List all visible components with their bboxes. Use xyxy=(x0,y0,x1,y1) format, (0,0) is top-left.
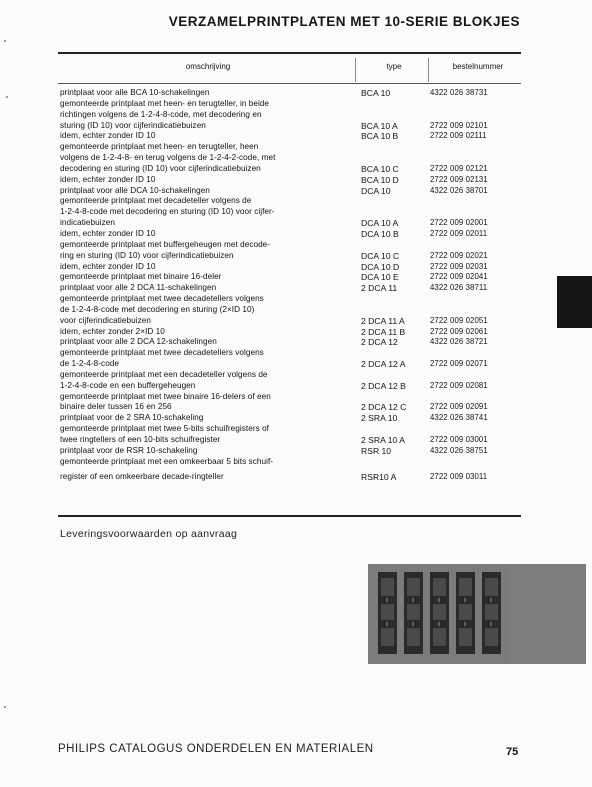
row-order-number: 2722 009 02081 xyxy=(430,380,488,390)
row-order-number: 2722 009 02121 xyxy=(430,163,488,173)
table-top-rule xyxy=(58,52,521,54)
row-description: gemonteerde printplaat met buffergeheugen met decode- xyxy=(60,239,271,249)
row-description: 1-2-4-8-code met decodering en sturing (ID 10) voor cijfer- xyxy=(60,207,275,217)
row-description: gemonteerde printplaat met decadeteller volgens de xyxy=(60,196,252,206)
row-description: gemonteerde printplaat met twee decadetellers volgens xyxy=(60,348,264,358)
table-row xyxy=(60,370,520,381)
table-row xyxy=(60,327,520,338)
row-type: RSR10 A xyxy=(361,471,397,482)
table-row xyxy=(60,262,520,273)
row-order-number: 4322 026 38721 xyxy=(430,337,488,347)
row-type: 2 DCA 11 B xyxy=(361,326,406,337)
row-description: indicatiebuizen xyxy=(60,218,115,228)
table-bottom-rule xyxy=(58,515,521,517)
table-row xyxy=(60,186,520,197)
row-description: gemonteerde printplaat met heen- en terugteller, in beide xyxy=(60,98,270,108)
row-description: idem, echter zonder ID 10 xyxy=(60,131,156,141)
row-type: 2 DCA 11 A xyxy=(361,315,405,326)
row-order-number: 2722 009 02091 xyxy=(430,402,488,412)
row-description: gemonteerde printplaat met twee decadetellers volgens xyxy=(60,294,264,304)
row-type: BCA 10 C xyxy=(361,163,399,174)
row-order-number: 2722 009 02041 xyxy=(430,272,488,282)
section-tab-marker xyxy=(557,276,592,328)
row-type: 2 DCA 12 B xyxy=(361,380,406,391)
table-row xyxy=(60,446,520,457)
row-order-number: 2722 009 02051 xyxy=(430,315,488,325)
row-order-number: 4322 026 38711 xyxy=(430,283,488,293)
page-title: VERZAMELPRINTPLATEN MET 10-SERIE BLOKJES xyxy=(168,14,520,29)
row-description: twee ringtellers of een 10-bits schuifregister xyxy=(60,435,221,444)
row-description: idem, echter zonder ID 10 xyxy=(60,228,156,238)
table-row xyxy=(60,457,520,468)
table-row xyxy=(60,131,520,142)
row-description: sturing (ID 10) voor cijferindicatiebuizen xyxy=(60,120,206,130)
table-row xyxy=(60,472,520,483)
row-type: 2 DCA 12 A xyxy=(361,359,406,370)
table-row xyxy=(60,424,520,435)
row-type: DCA 10 A xyxy=(361,218,399,229)
header-separator xyxy=(355,58,356,82)
footer-catalog-title: PHILIPS CATALOGUS ONDERDELEN EN MATERIALEN xyxy=(58,743,374,755)
row-description: decodering en sturing (ID 10) voor cijferindicatiebuizen xyxy=(60,163,261,173)
printed-circuit-board-photo xyxy=(368,564,586,664)
row-type: DCA 10 D xyxy=(361,261,400,272)
row-description: gemonteerde printplaat met twee binaire 16-delers of een xyxy=(60,391,271,401)
row-description: printplaat voor alle DCA 10-schakelingen xyxy=(60,185,210,195)
row-order-number: 2722 009 02131 xyxy=(430,174,488,184)
table-row xyxy=(60,196,520,207)
table-row xyxy=(60,392,520,403)
row-description: volgens de 1-2-4-8- en terug volgens de 1-2-4-2-code, met xyxy=(60,153,276,163)
circuit-board-image xyxy=(368,564,586,664)
table-row xyxy=(60,218,520,229)
scan-speck xyxy=(4,706,6,708)
row-type: 2 DCA 12 C xyxy=(361,402,407,413)
table-row xyxy=(60,229,520,240)
table-header xyxy=(58,62,521,76)
table-row xyxy=(60,337,520,348)
row-description: de 1-2-4-8-code met decodering en sturing (2×ID 10) xyxy=(60,304,255,314)
row-description: register of een omkeerbare decade-ringteller xyxy=(60,471,224,481)
table-row xyxy=(60,164,520,175)
table-header-rule xyxy=(58,83,521,84)
row-order-number: 4322 026 38741 xyxy=(430,413,488,423)
row-type: DCA 10 C xyxy=(361,250,400,261)
table-row xyxy=(60,142,520,153)
table-row xyxy=(60,99,520,110)
row-description: de 1-2-4-8-code xyxy=(60,359,120,369)
table-row xyxy=(60,348,520,359)
row-order-number: 2722 009 03011 xyxy=(430,471,488,481)
table-row xyxy=(60,402,520,413)
row-order-number: 2722 009 02061 xyxy=(430,326,488,336)
row-description: richtingen volgens de 1-2-4-8-code, met decodering en xyxy=(60,109,262,119)
row-type: BCA 10 xyxy=(361,88,391,98)
row-description: 1-2-4-8-code en een buffergeheugen xyxy=(60,380,196,390)
row-description: gemonteerde printplaat met binaire 16-deler xyxy=(60,272,222,282)
row-type: 2 DCA 12 xyxy=(361,337,398,348)
row-type: RSR 10 xyxy=(361,445,392,456)
table-row xyxy=(60,88,520,99)
row-description: idem, echter zonder ID 10 xyxy=(60,261,156,271)
row-type: DCA 10 B xyxy=(361,228,399,239)
row-type: 2 SRA 10 xyxy=(361,413,398,424)
row-description: printplaat voor alle 2 DCA 11-schakelingen xyxy=(60,283,217,293)
row-order-number: 2722 009 02031 xyxy=(430,261,488,271)
table-row xyxy=(60,413,520,424)
row-order-number: 2722 009 02111 xyxy=(430,131,487,141)
row-description: gemonteerde printplaat met twee 5-bits schuifregisters of xyxy=(60,424,270,434)
row-type: BCA 10 A xyxy=(361,120,398,131)
table-body xyxy=(60,88,520,482)
row-order-number: 4322 026 38751 xyxy=(430,445,488,455)
table-row xyxy=(60,305,520,316)
delivery-note: Leveringsvoorwaarden op aanvraag xyxy=(60,528,238,540)
row-description: ring en sturing (ID 10) voor cijferindicatiebuizen xyxy=(60,250,234,260)
row-type: 2 SRA 10 A xyxy=(361,435,405,445)
row-order-number: 4322 026 38701 xyxy=(430,185,488,195)
row-type: DCA 10 xyxy=(361,185,391,196)
row-type: BCA 10 D xyxy=(361,174,399,185)
row-description: printplaat voor de RSR 10-schakeling xyxy=(60,445,198,455)
row-order-number: 4322 026 38731 xyxy=(430,88,488,97)
scan-speck xyxy=(4,40,6,42)
row-order-number: 2722 009 02101 xyxy=(430,120,488,130)
row-description: voor cijferindicatiebuizen xyxy=(60,315,151,325)
table-row xyxy=(60,272,520,283)
table-row xyxy=(60,121,520,132)
table-row xyxy=(60,316,520,327)
row-description: gemonteerde printplaat met heen- en terugteller, heen xyxy=(60,142,259,152)
table-row xyxy=(60,153,520,164)
row-type: 2 DCA 11 xyxy=(361,283,398,294)
row-description: gemonteerde printplaat met een omkeerbaar 5 bits schuif- xyxy=(60,456,274,466)
row-description: idem, echter zonder ID 10 xyxy=(60,174,156,184)
column-header-order-number: bestelnummer xyxy=(452,62,504,71)
row-description: gemonteerde printplaat met een decadeteller volgens de xyxy=(60,369,268,379)
row-description: idem, echter zonder 2×ID 10 xyxy=(60,326,165,336)
table-row xyxy=(60,359,520,370)
row-order-number: 2722 009 02001 xyxy=(430,218,488,228)
row-type: DCA 10 E xyxy=(361,272,399,283)
table-row xyxy=(60,110,520,121)
table-row xyxy=(60,175,520,186)
column-header-description: omschrijving xyxy=(185,62,231,71)
row-description: printplaat voor de 2 SRA 10-schakeling xyxy=(60,413,204,423)
table-row xyxy=(60,240,520,251)
row-order-number: 2722 009 03001 xyxy=(430,435,488,444)
header-separator xyxy=(428,58,429,82)
table-row xyxy=(60,435,520,446)
scan-speck xyxy=(6,96,8,98)
table-row xyxy=(60,251,520,262)
row-type: BCA 10 B xyxy=(361,131,399,142)
row-order-number: 2722 009 02011 xyxy=(430,228,488,238)
row-order-number: 2722 009 02071 xyxy=(430,359,488,369)
row-description: printplaat voor alle 2 DCA 12-schakelingen xyxy=(60,337,217,347)
table-row xyxy=(60,294,520,305)
page-number: 75 xyxy=(506,746,519,758)
row-description: printplaat voor alle BCA 10-schakelingen xyxy=(60,88,210,97)
row-description: binaire deler tussen 16 en 256 xyxy=(60,402,172,412)
row-order-number: 2722 009 02021 xyxy=(430,250,488,260)
table-row xyxy=(60,207,520,218)
column-header-type: type xyxy=(386,62,402,71)
table-row xyxy=(60,381,520,392)
table-row xyxy=(60,283,520,294)
